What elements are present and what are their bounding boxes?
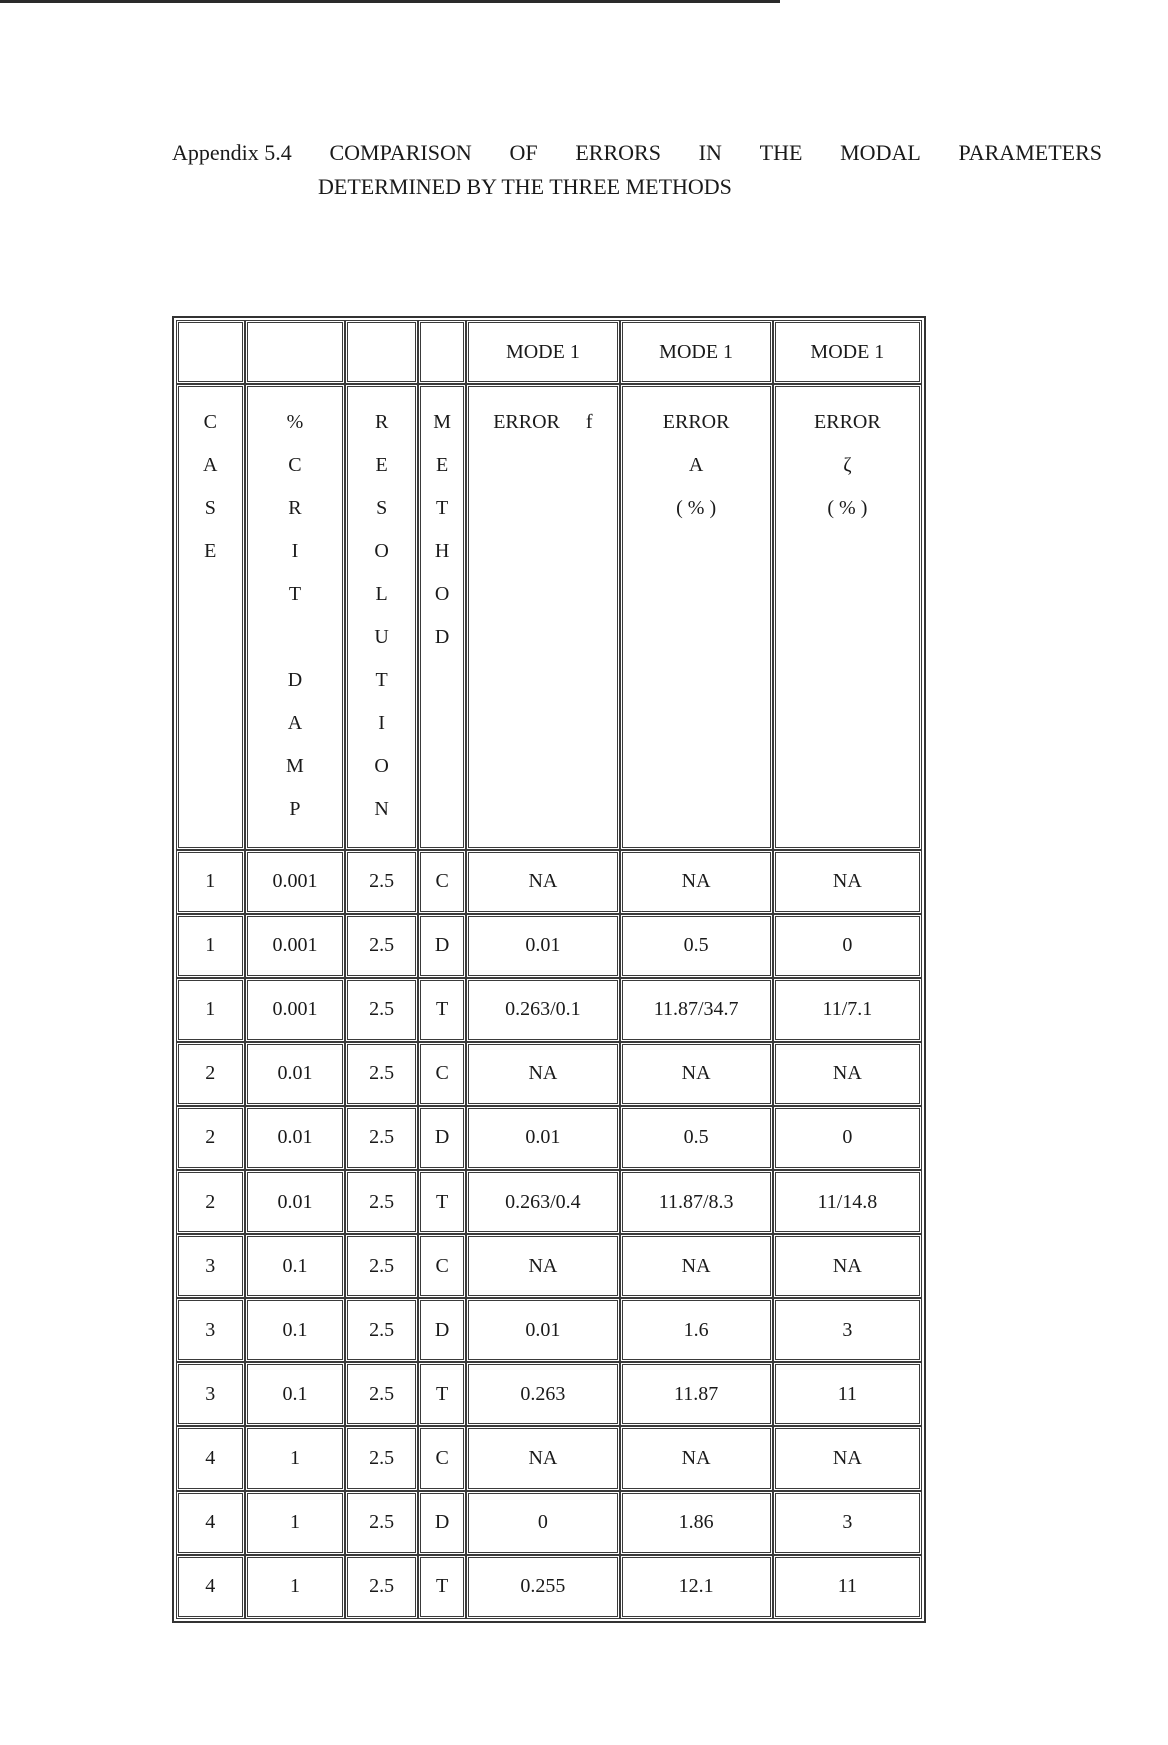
title-word: IN <box>698 140 722 165</box>
error-zeta-symbol: ζ <box>843 454 852 477</box>
top-rule <box>0 0 780 3</box>
table-row <box>176 1491 922 1555</box>
error-f-cell: 0.01 <box>466 1298 619 1362</box>
crit-damp-cell: 1 <box>245 1555 346 1619</box>
error-f-header <box>466 384 619 849</box>
error-a-cell: 12.1 <box>620 1555 773 1619</box>
error-zeta-cell: 3 <box>773 1298 922 1362</box>
resolution-cell: 2.5 <box>345 978 418 1042</box>
error-a-cell: 11.87 <box>620 1362 773 1426</box>
table-row <box>176 1362 922 1426</box>
mode-label-f: MODE 1 <box>466 320 619 384</box>
crit-damp-cell: 0.1 <box>245 1298 346 1362</box>
resolution-cell: 2.5 <box>345 1170 418 1234</box>
error-zeta-cell: 3 <box>773 1491 922 1555</box>
header-letter: O <box>434 583 450 606</box>
mode-label-a: MODE 1 <box>620 320 773 384</box>
header-letter: N <box>374 798 389 821</box>
method-cell: T <box>418 978 466 1042</box>
header-letter: O <box>374 540 389 563</box>
header-letter: A <box>203 454 218 477</box>
error-zeta-cell: 11/14.8 <box>773 1170 922 1234</box>
title-line-1 <box>172 136 1102 170</box>
error-zeta-cell: 0 <box>773 914 922 978</box>
resolution-cell: 2.5 <box>345 1298 418 1362</box>
header-letter: A <box>287 712 303 735</box>
crit-damp-cell: 0.01 <box>245 1042 346 1106</box>
case-cell: 3 <box>176 1362 245 1426</box>
error-f-cell: 0.01 <box>466 914 619 978</box>
title-word: THE <box>759 140 803 165</box>
method-cell: D <box>418 914 466 978</box>
error-zeta-label: ERROR <box>814 411 881 434</box>
header-letter: E <box>436 454 449 477</box>
error-a-cell: 0.5 <box>620 914 773 978</box>
crit-damp-cell: 0.1 <box>245 1234 346 1298</box>
title-word: COMPARISON <box>329 140 472 165</box>
crit-damp-cell: 0.001 <box>245 850 346 914</box>
header-letter: I <box>291 540 299 563</box>
method-cell: D <box>418 1491 466 1555</box>
error-a-header <box>620 384 773 849</box>
table-row <box>176 1298 922 1362</box>
error-zeta-cell: NA <box>773 1234 922 1298</box>
error-zeta-cell: 11/7.1 <box>773 978 922 1042</box>
error-a-cell: NA <box>620 1042 773 1106</box>
case-cell: 1 <box>176 978 245 1042</box>
error-f-cell: 0.263/0.1 <box>466 978 619 1042</box>
error-f-cell: 0.263 <box>466 1362 619 1426</box>
error-f-symbol: f <box>585 411 593 434</box>
error-a-cell: NA <box>620 1426 773 1490</box>
table-row <box>176 1426 922 1490</box>
header-letter: C <box>203 411 217 434</box>
method-cell: T <box>418 1555 466 1619</box>
method-header <box>418 384 466 849</box>
header-letter: E <box>204 540 217 563</box>
title-word: Appendix 5.4 <box>172 140 292 165</box>
crit-damp-cell: 0.01 <box>245 1170 346 1234</box>
header-letter: S <box>204 497 216 520</box>
crit-damp-header <box>245 384 346 849</box>
title-line-2: DETERMINED BY THE THREE METHODS <box>318 174 732 199</box>
appendix-title <box>172 136 1102 204</box>
table-row <box>176 850 922 914</box>
method-cell: C <box>418 1234 466 1298</box>
method-cell: T <box>418 1362 466 1426</box>
method-cell: C <box>418 1042 466 1106</box>
error-a-cell: NA <box>620 1234 773 1298</box>
error-a-label: ERROR <box>662 411 730 434</box>
error-f-cell: 0.01 <box>466 1106 619 1170</box>
crit-damp-cell: 0.001 <box>245 978 346 1042</box>
crit-damp-cell: 0.01 <box>245 1106 346 1170</box>
error-zeta-cell: 0 <box>773 1106 922 1170</box>
crit-damp-cell: 0.001 <box>245 914 346 978</box>
error-zeta-cell: NA <box>773 1426 922 1490</box>
table-row <box>176 1170 922 1234</box>
error-a-cell: 1.86 <box>620 1491 773 1555</box>
header-letter: H <box>434 540 450 563</box>
method-cell: C <box>418 1426 466 1490</box>
error-zeta-header <box>773 384 922 849</box>
crit-damp-cell: 1 <box>245 1426 346 1490</box>
error-a-cell: 11.87/34.7 <box>620 978 773 1042</box>
header-letter: T <box>436 497 449 520</box>
mode-header-row <box>176 320 922 384</box>
error-a-cell: 1.6 <box>620 1298 773 1362</box>
resolution-cell: 2.5 <box>345 1362 418 1426</box>
error-f-cell: NA <box>466 1426 619 1490</box>
case-cell: 2 <box>176 1170 245 1234</box>
error-zeta-unit: ( % ) <box>827 497 868 520</box>
header-letter: I <box>378 712 385 735</box>
empty-cell <box>176 320 245 384</box>
error-f-cell: NA <box>466 1234 619 1298</box>
table-row <box>176 1555 922 1619</box>
header-letter: M <box>286 755 304 778</box>
header-letter: O <box>374 755 389 778</box>
header-letter: T <box>375 669 388 692</box>
table-row <box>176 1234 922 1298</box>
resolution-cell: 2.5 <box>345 914 418 978</box>
error-a-cell: 11.87/8.3 <box>620 1170 773 1234</box>
header-letter: R <box>374 411 389 434</box>
header-letter: T <box>288 583 302 606</box>
method-cell: C <box>418 850 466 914</box>
resolution-cell: 2.5 <box>345 1426 418 1490</box>
error-f-label: ERROR <box>493 411 560 434</box>
header-letter: C <box>288 454 302 477</box>
error-zeta-cell: 11 <box>773 1362 922 1426</box>
error-a-unit: ( % ) <box>676 497 717 520</box>
error-a-symbol: A <box>688 454 704 477</box>
crit-damp-cell: 1 <box>245 1491 346 1555</box>
table-row <box>176 1042 922 1106</box>
case-cell: 3 <box>176 1234 245 1298</box>
case-header <box>176 384 245 849</box>
column-header-row <box>176 384 922 849</box>
crit-damp-cell: 0.1 <box>245 1362 346 1426</box>
header-letter: M <box>433 411 451 434</box>
case-cell: 4 <box>176 1491 245 1555</box>
case-cell: 4 <box>176 1426 245 1490</box>
method-cell: D <box>418 1106 466 1170</box>
resolution-cell: 2.5 <box>345 1491 418 1555</box>
case-cell: 4 <box>176 1555 245 1619</box>
mode-label-zeta: MODE 1 <box>773 320 922 384</box>
header-letter: U <box>374 626 389 649</box>
header-letter: L <box>375 583 388 606</box>
header-letter: E <box>375 454 388 477</box>
error-a-cell: 0.5 <box>620 1106 773 1170</box>
error-f-cell: 0.255 <box>466 1555 619 1619</box>
title-word: OF <box>509 140 538 165</box>
case-cell: 1 <box>176 914 245 978</box>
title-word: MODAL <box>840 140 921 165</box>
error-f-cell: NA <box>466 1042 619 1106</box>
error-f-cell: 0 <box>466 1491 619 1555</box>
table-row <box>176 914 922 978</box>
comparison-table-frame <box>172 316 926 1623</box>
method-cell: T <box>418 1170 466 1234</box>
header-letter: % <box>286 411 304 434</box>
resolution-cell: 2.5 <box>345 850 418 914</box>
title-word: PARAMETERS <box>958 140 1102 165</box>
header-letter: R <box>288 497 302 520</box>
error-zeta-cell: NA <box>773 850 922 914</box>
header-letter: S <box>376 497 388 520</box>
case-cell: 3 <box>176 1298 245 1362</box>
table-row <box>176 1106 922 1170</box>
header-letter: P <box>289 798 301 821</box>
error-f-cell: 0.263/0.4 <box>466 1170 619 1234</box>
comparison-table <box>176 320 922 1619</box>
resolution-cell: 2.5 <box>345 1234 418 1298</box>
table-row <box>176 978 922 1042</box>
error-a-cell: NA <box>620 850 773 914</box>
case-cell: 1 <box>176 850 245 914</box>
header-letter: D <box>287 669 303 692</box>
case-cell: 2 <box>176 1106 245 1170</box>
resolution-cell: 2.5 <box>345 1555 418 1619</box>
error-zeta-cell: NA <box>773 1042 922 1106</box>
resolution-cell: 2.5 <box>345 1042 418 1106</box>
header-letter: D <box>434 626 450 649</box>
title-word: ERRORS <box>575 140 661 165</box>
error-f-cell: NA <box>466 850 619 914</box>
empty-cell <box>245 320 346 384</box>
resolution-cell: 2.5 <box>345 1106 418 1170</box>
method-cell: D <box>418 1298 466 1362</box>
resolution-header <box>345 384 418 849</box>
empty-cell <box>418 320 466 384</box>
error-zeta-cell: 11 <box>773 1555 922 1619</box>
empty-cell <box>345 320 418 384</box>
case-cell: 2 <box>176 1042 245 1106</box>
